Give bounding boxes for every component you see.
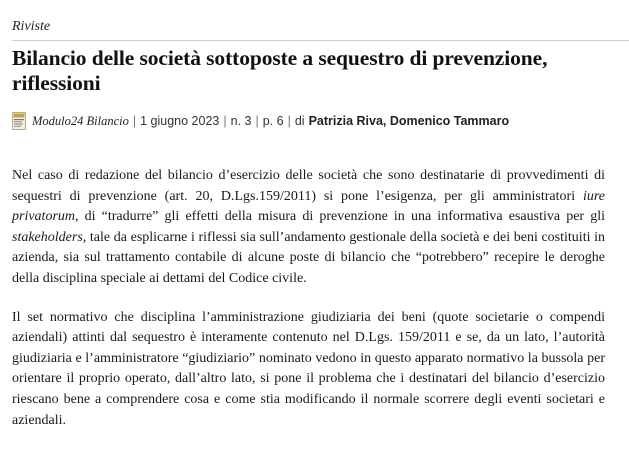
issue-number: n. 3 (230, 114, 252, 128)
page-number: p. 6 (262, 114, 284, 128)
paragraph-1 (12, 166, 605, 290)
article-title: Bilancio delle società sottoposte a sequestro di prevenzione, riflessioni (12, 46, 548, 95)
text-run: , di “tradurre” gli effetti della misura di prevenzione in una informativa esaustiva per gli (75, 209, 605, 225)
text-run: Nel caso di redazione del bilancio d’esercizio delle società che sono destinatarie di provvedimenti di sequestri di prevenzione (art. 20, D.Lgs.159/2011) si pone l’esigenza, per gli amministratori (12, 168, 605, 204)
article-body (12, 166, 605, 449)
magazine-cover-icon[interactable] (12, 112, 26, 130)
meta-separator: | (255, 114, 259, 128)
authors[interactable]: Patrizia Riva, Domenico Tammaro (308, 114, 510, 128)
italic-term: iure privatorum (12, 188, 605, 225)
section-label[interactable]: Riviste (12, 19, 51, 34)
paragraph-2: Il set normativo che disciplina l’amministrazione giudiziaria dei beni (quote societarie o compendi aziendali) attinti dal sequestro è interamente contenuto nel D.Lgs. 159/2011 e se, da un lato, l’autorità giudiziaria e l’amministratore “giudiziario” nominato vedono in questo apparato normativo la bussola per orientare il proprio operato, dall’altro lato, si pone il problema che i destinatari del bilancio d’esercizio riescano bene a comprendere cosa e come stia modificando il normale scorrere degli eventi societari e aziendali. (12, 309, 605, 428)
italic-term: stakeholders (12, 229, 83, 245)
meta-separator: | (287, 114, 291, 128)
article-meta (12, 112, 509, 130)
text-run: , tale da esplicarne i riflessi sia sull’andamento gestionale della società e dei beni costituiti in azienda, sia sul trattamento contabile di alcune poste di bilancio che “potrebbero” recepire le deroghe della disciplina speciale ai dettami del Codice civile. (12, 229, 605, 286)
meta-separator: | (223, 114, 227, 128)
by-label: di (294, 114, 305, 128)
source-name[interactable]: Modulo24 Bilancio (32, 113, 129, 128)
header-divider (12, 40, 629, 41)
meta-separator: | (132, 114, 137, 128)
publication-date: 1 giugno 2023 (140, 114, 220, 128)
